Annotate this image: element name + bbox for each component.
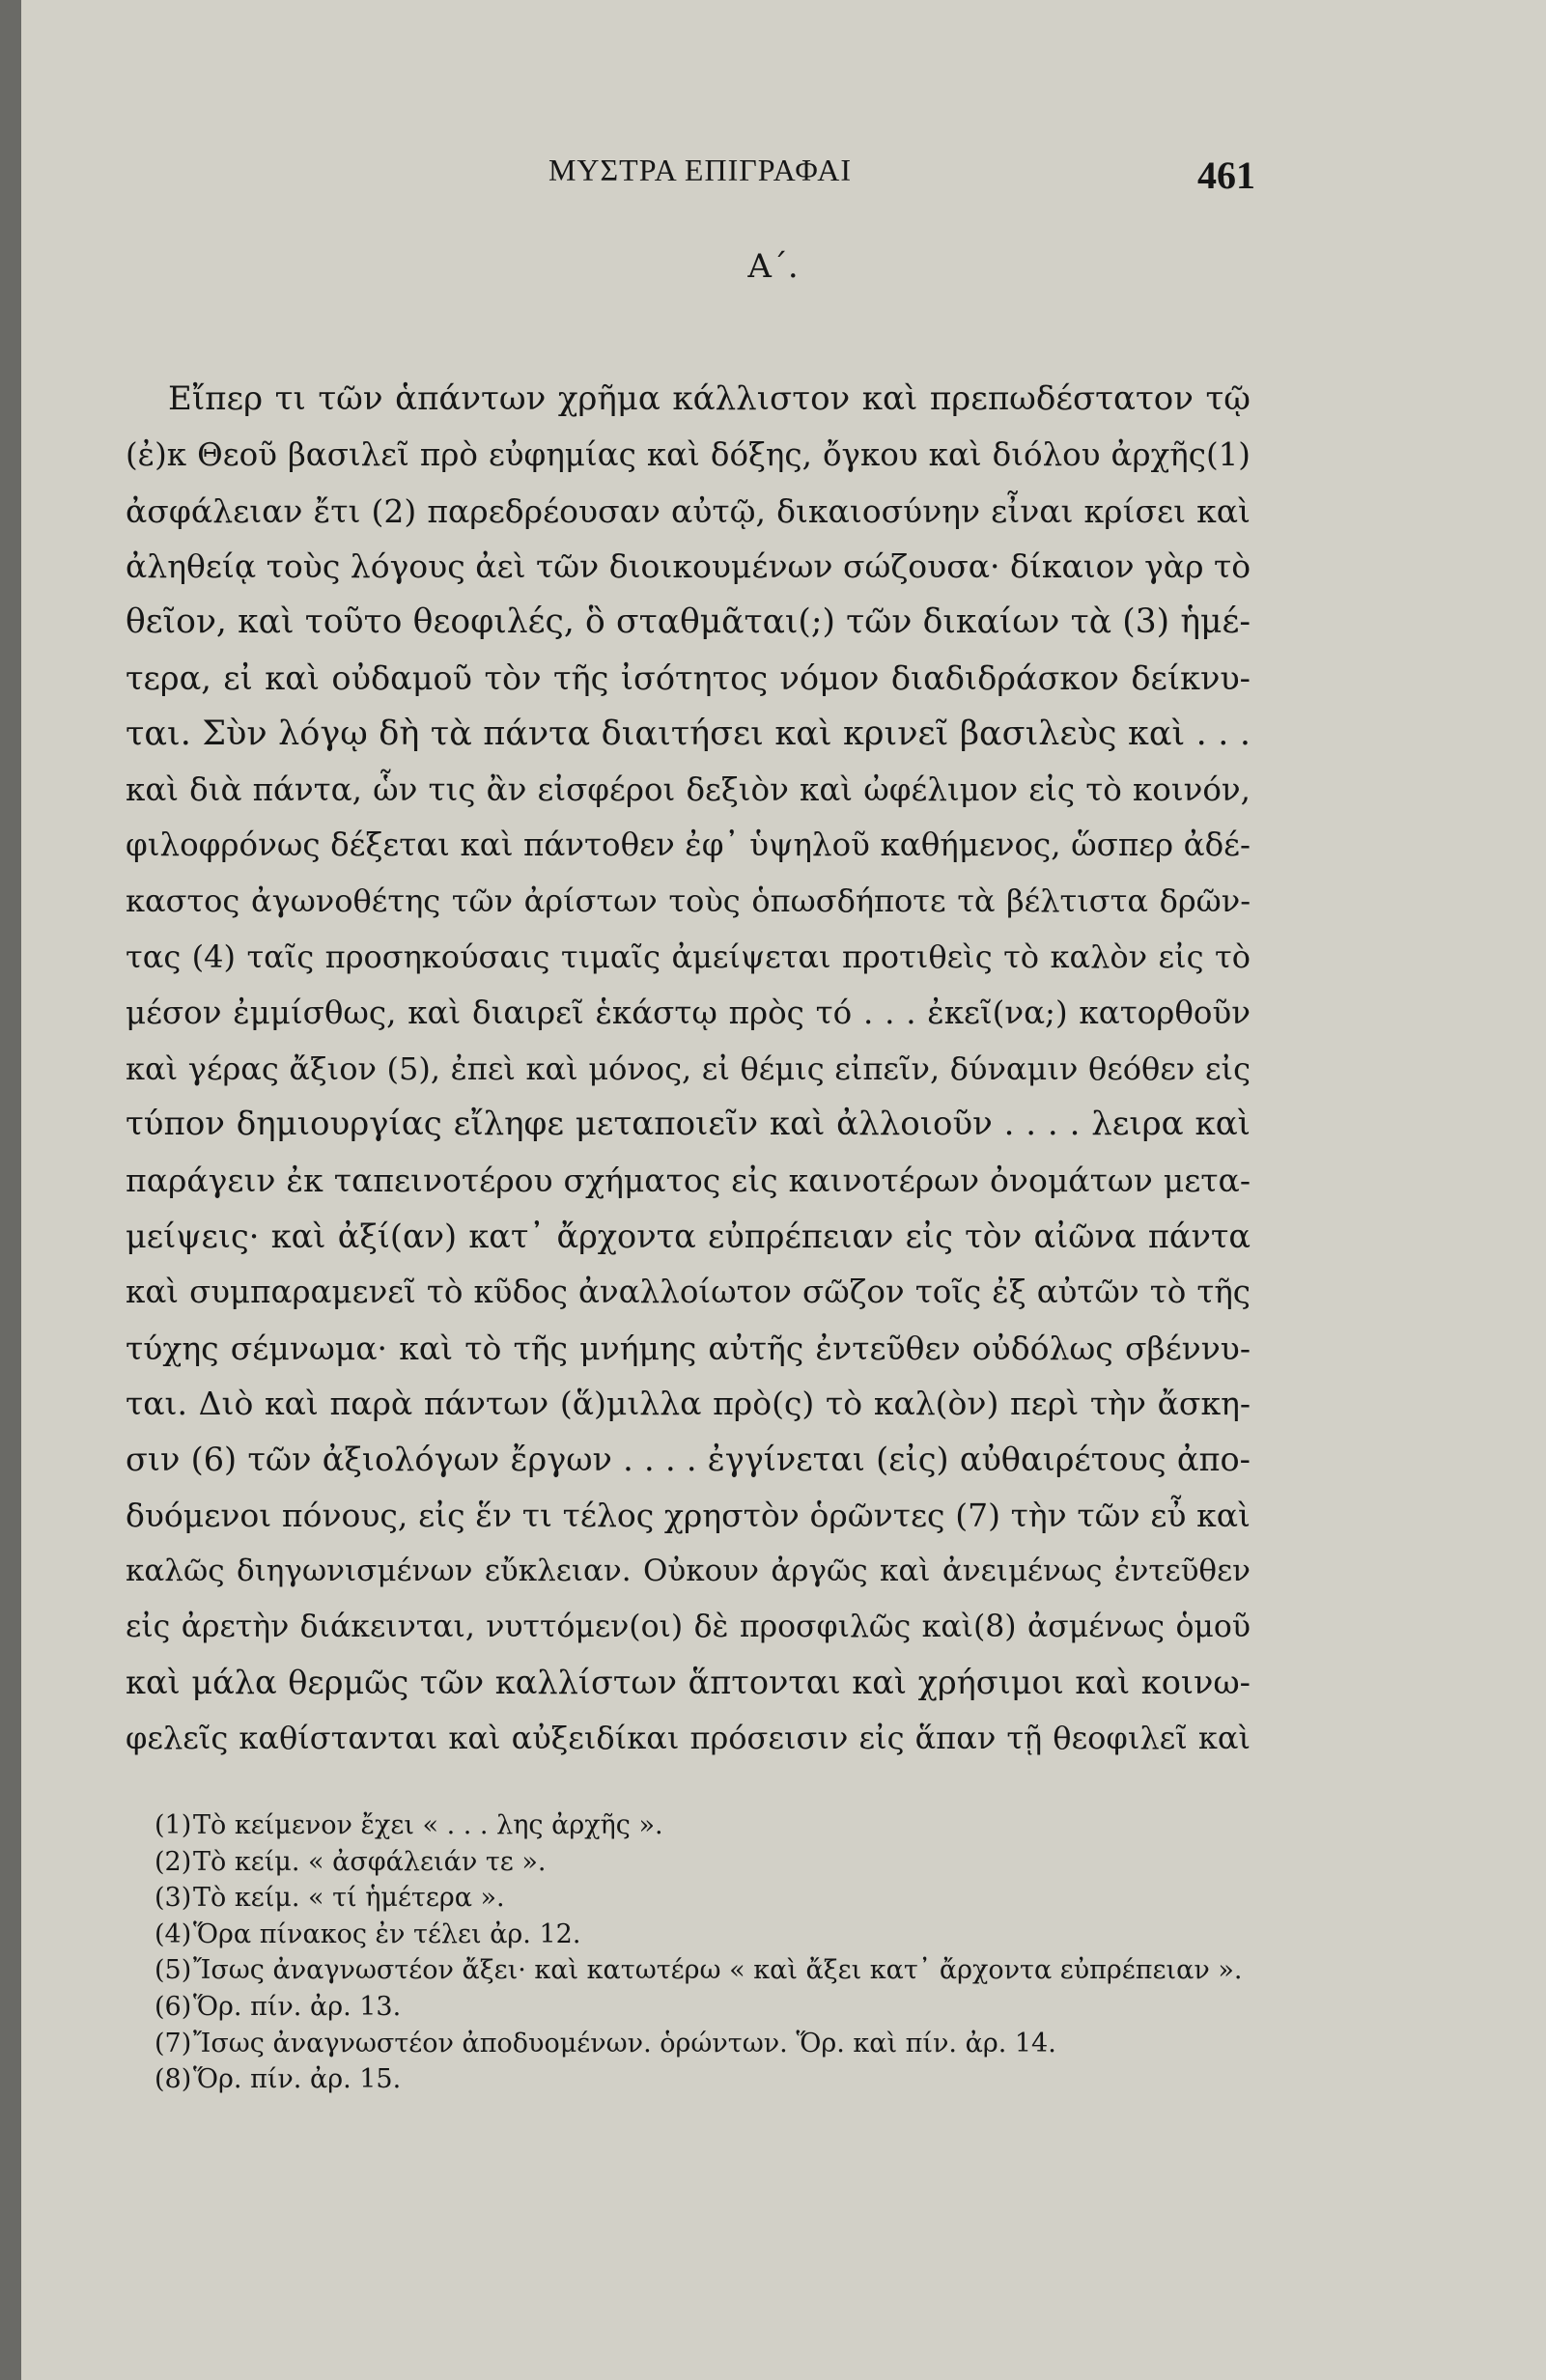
text-line: ται. Σὺν λόγῳ δὴ τὰ πάντα διαιτήσει καὶ κρινεῖ βασιλεὺς καὶ . . . bbox=[126, 714, 1251, 753]
text-line: φελεῖς καθίστανται καὶ αὐξειδίκαι πρόσεισιν εἰς ἅπαν τῇ θεοφιλεῖ καὶ bbox=[126, 1720, 1251, 1757]
text-line: θεῖον, καὶ τοῦτο θεοφιλές, ὃ σταθμᾶται(;) τῶν δικαίων τὰ (3) ἡμέ- bbox=[126, 602, 1251, 642]
text-line: καὶ μάλα θερμῶς τῶν καλλίστων ἅπτονται καὶ χρήσιμοι καὶ κοινω- bbox=[126, 1664, 1251, 1702]
footnotes bbox=[155, 1807, 1275, 2098]
text-line: καλῶς διηγωνισμένων εὔκλειαν. Οὐκουν ἀργῶς καὶ ἀνειμένως ἐντεῦθεν bbox=[126, 1553, 1251, 1588]
text-line: τερα, εἰ καὶ οὐδαμοῦ τὸν τῆς ἰσότητος νόμον διαδιδράσκον δείκνυ- bbox=[126, 658, 1251, 697]
footnote bbox=[155, 1807, 1275, 1844]
footnote-number: (5) bbox=[155, 1955, 192, 1986]
footnote-text: Ὅρα πίνακος ἐν τέλει ἀρ. 12. bbox=[193, 1918, 581, 1949]
footnote-number: (4) bbox=[155, 1918, 192, 1949]
text-line: τύπον δημιουργίας εἴληφε μεταποιεῖν καὶ ἀλλοιοῦν . . . . λειρα καὶ bbox=[126, 1105, 1251, 1144]
footnote-text: Ὅρ. πίν. ἀρ. 13. bbox=[193, 1991, 402, 2022]
footnote-text: Τὸ κείμ. « τί ἡμέτερα ». bbox=[193, 1883, 505, 1914]
footnote-text: Τὸ κείμ. « ἀσφάλειάν τε ». bbox=[193, 1846, 547, 1877]
footnote bbox=[155, 2026, 1275, 2062]
text-line: φιλοφρόνως δέξεται καὶ πάντοθεν ἐφ᾽ ὑψηλοῦ καθήμενος, ὥσπερ ἀδέ- bbox=[126, 826, 1251, 864]
text-line: ται. Διὸ καὶ παρὰ πάντων (ἅ)μιλλα πρὸ(ς) τὸ καλ(ὸν) περὶ τὴν ἄσκη- bbox=[126, 1385, 1251, 1423]
text-line: Εἴπερ τι τῶν ἁπάντων χρῆμα κάλλιστον καὶ πρεπωδέστατον τῷ bbox=[168, 379, 1251, 418]
footnote-number: (3) bbox=[155, 1883, 192, 1914]
page-number: 461 bbox=[1197, 154, 1255, 197]
text-line: μείψεις· καὶ ἀξί(αν) κατ᾽ ἄρχοντα εὐπρέπειαν εἰς τὸν αἰῶνα πάντα bbox=[126, 1217, 1251, 1255]
text-line: ἀληθείᾳ τοὺς λόγους ἀεὶ τῶν διοικουμένων σώζουσα· δίκαιον γὰρ τὸ bbox=[126, 547, 1251, 586]
footnote bbox=[155, 1917, 1275, 1953]
page-header bbox=[145, 153, 1255, 210]
text-line: δυόμενοι πόνους, εἰς ἕν τι τέλος χρηστὸν ὁρῶντες (7) τὴν τῶν εὖ καὶ bbox=[126, 1496, 1251, 1534]
text-line: μέσον ἐμμίσθως, καὶ διαιρεῖ ἑκάστῳ πρὸς τό . . . ἐκεῖ(να;) κατορθοῦν bbox=[126, 994, 1251, 1031]
text-line: καστος ἀγωνοθέτης τῶν ἀρίστων τοὺς ὁπωσδήποτε τὰ βέλτιστα δρῶν- bbox=[126, 882, 1251, 920]
text-line: ἀσφάλειαν ἔτι (2) παρεδρέουσαν αὐτῷ, δικαιοσύνην εἶναι κρίσει καὶ bbox=[126, 491, 1251, 530]
text-line: εἰς ἀρετὴν διάκεινται, νυττόμεν(οι) δὲ προσφιλῶς καὶ(8) ἀσμένως ὁμοῦ bbox=[126, 1609, 1251, 1644]
footnote bbox=[155, 1952, 1275, 1989]
section-heading: Α΄. bbox=[747, 247, 799, 286]
footnote-number: (2) bbox=[155, 1846, 192, 1877]
text-line: τύχης σέμνωμα· καὶ τὸ τῆς μνήμης αὐτῆς ἐντεῦθεν οὐδόλως σβέννυ- bbox=[126, 1329, 1251, 1367]
footnote bbox=[155, 2061, 1275, 2098]
footnote-text: Ὅρ. πίν. ἀρ. 15. bbox=[193, 2064, 402, 2095]
footnote-text: Ἴσως ἀναγνωστέον ἀποδυομένων. ὁρώντων. Ὅρ. καὶ πίν. ἀρ. 14. bbox=[193, 2028, 1056, 2058]
text-line: καὶ γέρας ἄξιον (5), ἐπεὶ καὶ μόνος, εἰ θέμις εἰπεῖν, δύναμιν θεόθεν εἰς bbox=[126, 1050, 1251, 1087]
text-line: καὶ διὰ πάντα, ὧν τις ἂν εἰσφέροι δεξιὸν καὶ ὠφέλιμον εἰς τὸ κοινόν, bbox=[126, 770, 1251, 808]
footnote-number: (1) bbox=[155, 1810, 192, 1840]
text-line: παράγειν ἐκ ταπεινοτέρου σχήματος εἰς καινοτέρων ὀνομάτων μετα- bbox=[126, 1162, 1251, 1200]
footnote-number: (7) bbox=[155, 2028, 192, 2058]
footnote-number: (8) bbox=[155, 2064, 192, 2095]
footnote-text: Ἴσως ἀναγνωστέον ἄξει· καὶ κατωτέρω « καὶ ἄξει κατ᾽ ἄρχοντα εὐπρέπειαν ». bbox=[193, 1955, 1243, 1986]
footnote bbox=[155, 1844, 1275, 1881]
footnote-number: (6) bbox=[155, 1991, 192, 2022]
running-title: ΜΥΣΤΡΑ ΕΠΙΓΡΑΦΑΙ bbox=[548, 153, 853, 187]
page-edge-shadow bbox=[0, 0, 21, 2380]
text-line: (ἐ)κ Θεοῦ βασιλεῖ πρὸ εὐφημίας καὶ δόξης, ὄγκου καὶ διόλου ἀρχῆς(1) bbox=[126, 435, 1251, 473]
text-line: τας (4) ταῖς προσηκούσαις τιμαῖς ἀμείψεται προτιθεὶς τὸ καλὸν εἰς τὸ bbox=[126, 938, 1251, 975]
footnote bbox=[155, 1880, 1275, 1917]
footnote bbox=[155, 1989, 1275, 2026]
footnote-text: Τὸ κείμενον ἔχει « . . . λης ἀρχῆς ». bbox=[193, 1810, 663, 1840]
text-line: καὶ συμπαραμενεῖ τὸ κῦδος ἀναλλοίωτον σῶζον τοῖς ἐξ αὐτῶν τὸ τῆς bbox=[126, 1273, 1251, 1310]
text-line: σιν (6) τῶν ἀξιολόγων ἔργων . . . . ἐγγίνεται (εἰς) αὐθαιρέτους ἀπο- bbox=[126, 1441, 1251, 1479]
inscription-text bbox=[126, 372, 1251, 1767]
